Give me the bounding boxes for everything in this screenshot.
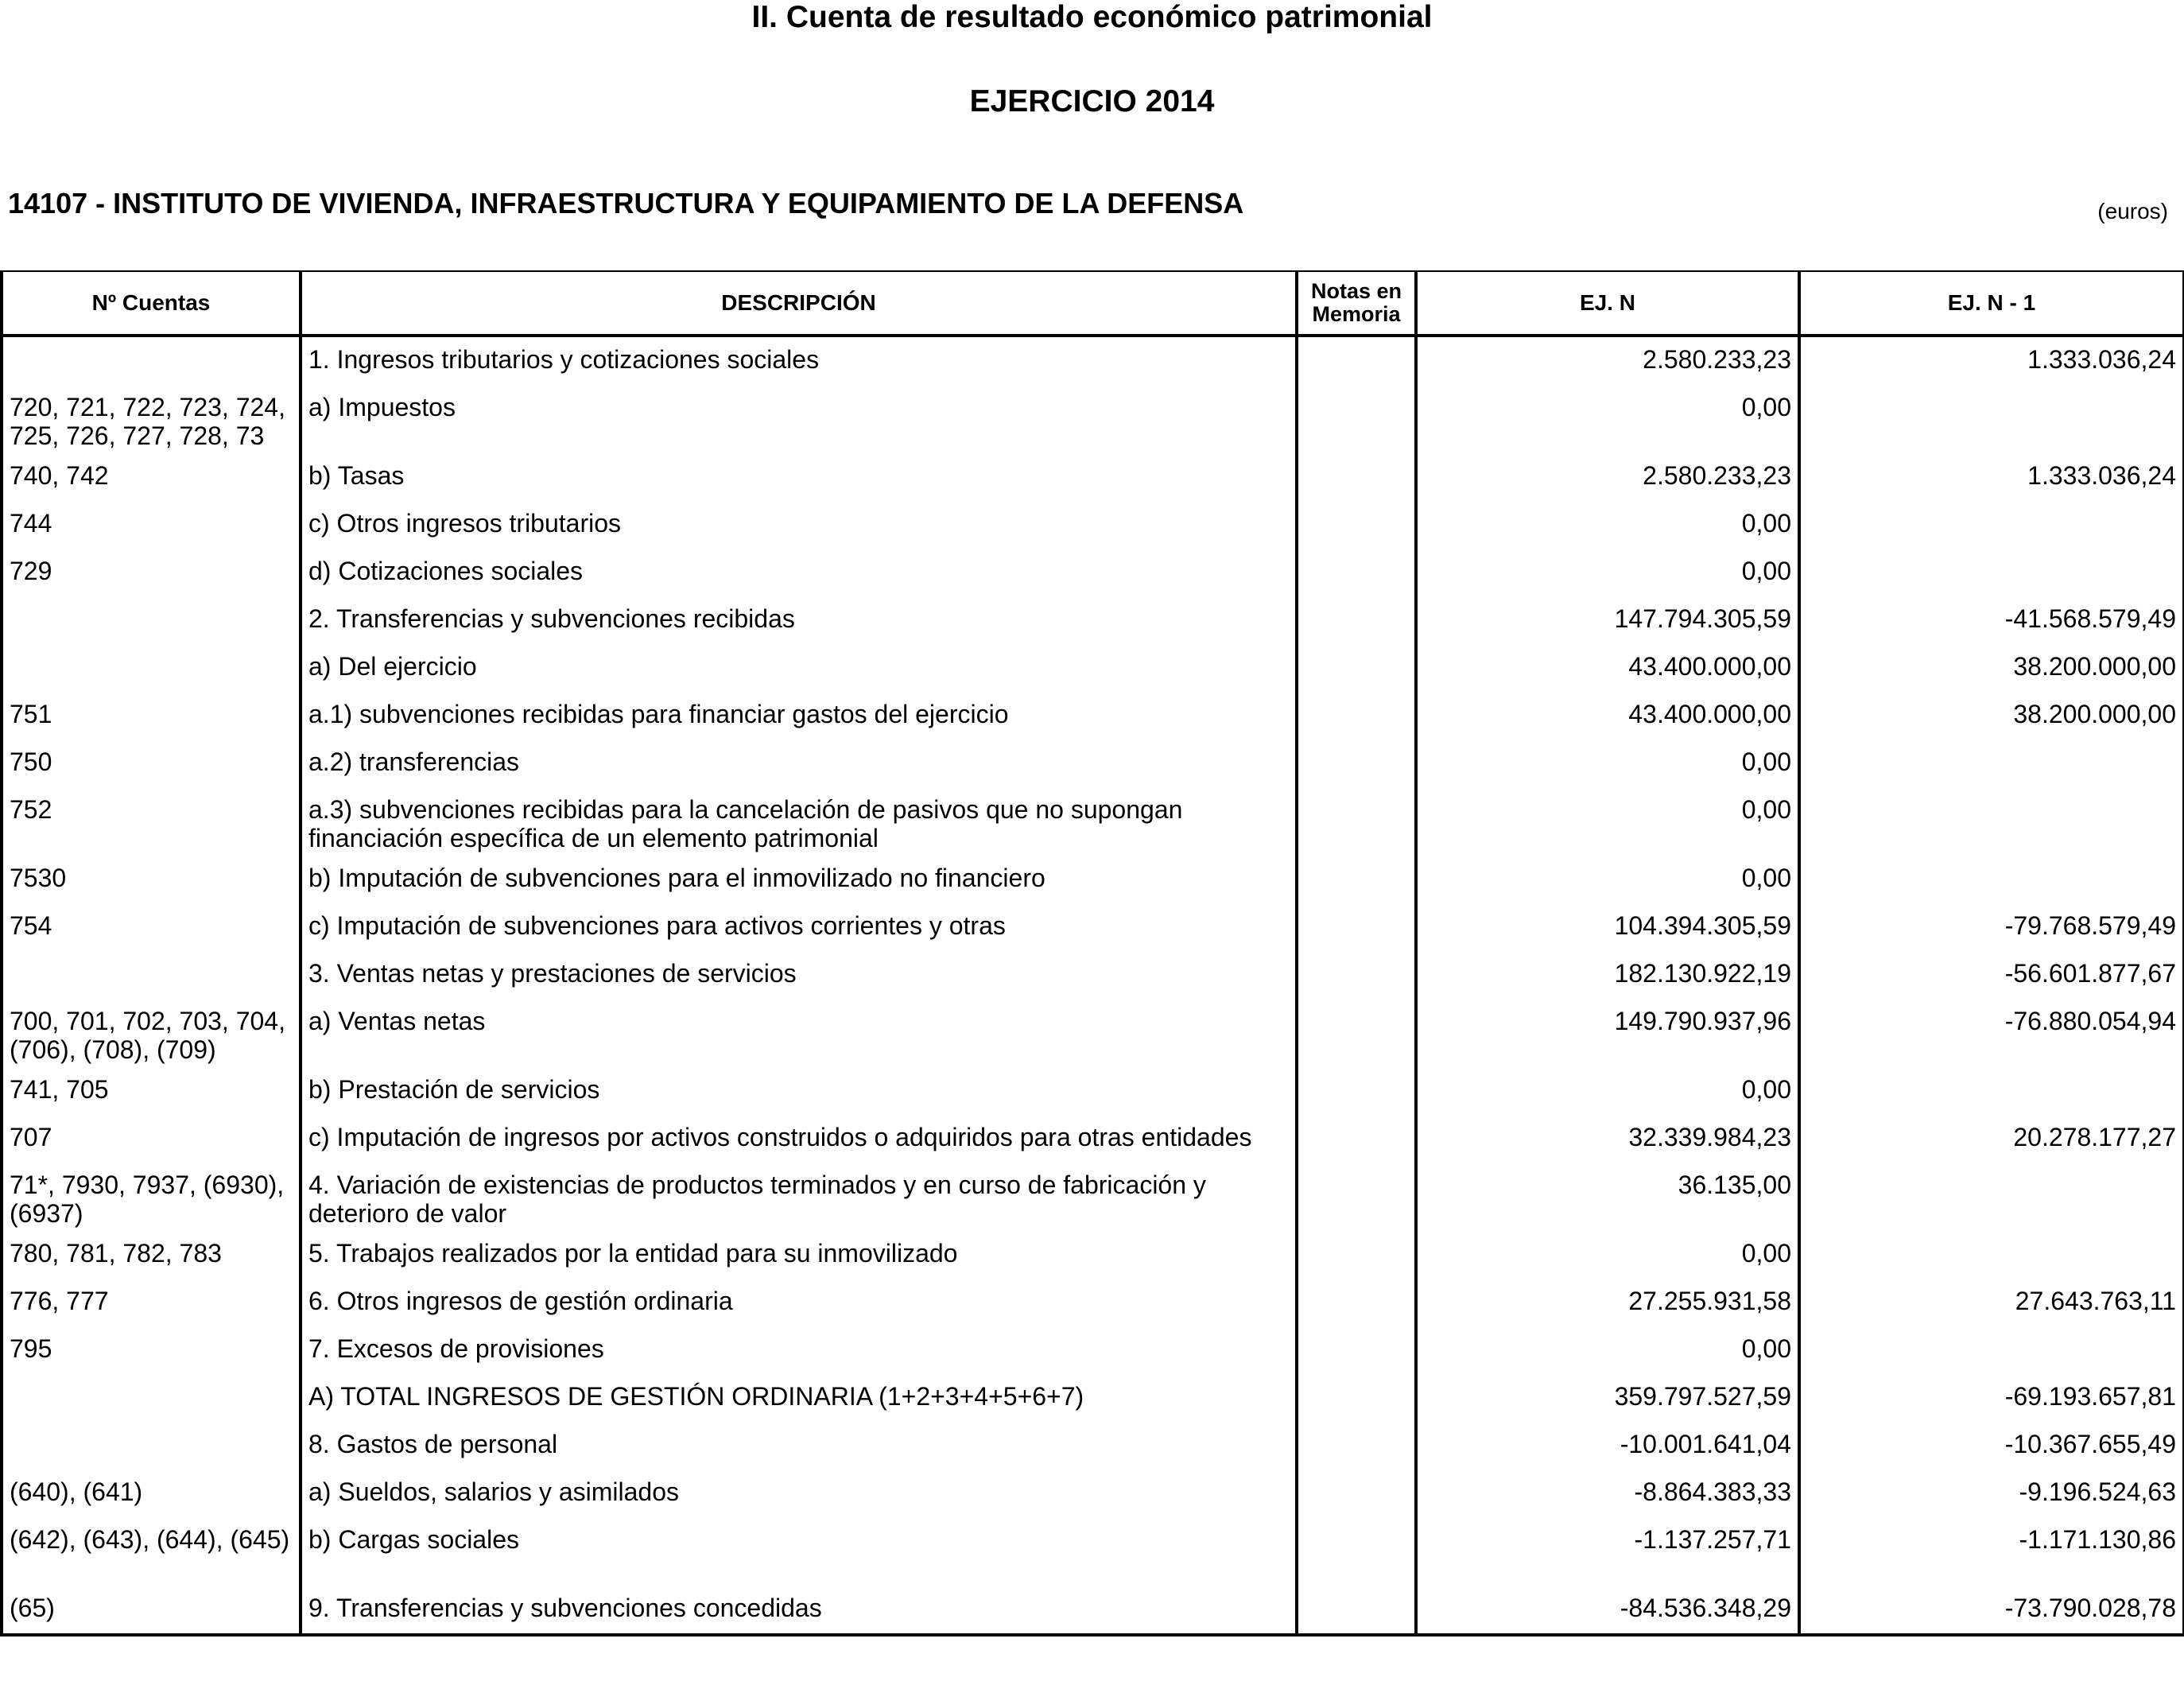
description-cell: A) TOTAL INGRESOS DE GESTIÓN ORDINARIA (1+2+3+4+5+6+7) (301, 1374, 1297, 1422)
previous-year-amount: -10.367.655,49 (1799, 1422, 2184, 1470)
document-title: II. Cuenta de resultado económico patrimonial (751, 0, 1433, 34)
account-codes-cell: 71*, 7930, 7937, (6930), (6937) (2, 1163, 301, 1231)
previous-year-amount: -76.880.054,94 (1799, 999, 2184, 1067)
previous-year-amount: 27.643.763,11 (1799, 1279, 2184, 1326)
description-cell: 1. Ingresos tributarios y cotizaciones sociales (301, 336, 1297, 385)
notes-cell (1297, 1115, 1416, 1163)
current-year-amount: 104.394.305,59 (1416, 903, 1799, 951)
account-codes-cell: 795 (2, 1326, 301, 1374)
previous-year-amount (1799, 1067, 2184, 1115)
description-cell: 5. Trabajos realizados por la entidad para su inmovilizado (301, 1231, 1297, 1279)
previous-year-amount: 20.278.177,27 (1799, 1115, 2184, 1163)
notes-cell (1297, 903, 1416, 951)
previous-year-amount: 38.200.000,00 (1799, 644, 2184, 692)
description-cell: b) Cargas sociales (301, 1517, 1297, 1586)
previous-year-amount (1799, 549, 2184, 596)
header-current-year: EJ. N (1416, 271, 1799, 336)
notes-cell (1297, 385, 1416, 453)
account-codes-cell: 751 (2, 692, 301, 740)
previous-year-amount: 1.333.036,24 (1799, 453, 2184, 501)
notes-cell (1297, 1422, 1416, 1470)
table-row (2, 903, 2184, 951)
previous-year-amount (1799, 1163, 2184, 1231)
account-codes-cell: 700, 701, 702, 703, 704, (706), (708), (709) (2, 999, 301, 1067)
current-year-amount: 149.790.937,96 (1416, 999, 1799, 1067)
table-row (2, 951, 2184, 999)
table-row (2, 453, 2184, 501)
notes-cell (1297, 549, 1416, 596)
current-year-amount: 0,00 (1416, 385, 1799, 453)
table-row (2, 1374, 2184, 1422)
current-year-amount: 0,00 (1416, 787, 1799, 856)
fiscal-year-title: EJERCICIO 2014 (969, 84, 1215, 118)
current-year-amount: 147.794.305,59 (1416, 596, 1799, 644)
current-year-amount: -8.864.383,33 (1416, 1470, 1799, 1517)
notes-cell (1297, 1470, 1416, 1517)
table-row (2, 787, 2184, 856)
notes-cell (1297, 1231, 1416, 1279)
account-codes-cell: 754 (2, 903, 301, 951)
table-row (2, 1470, 2184, 1517)
current-year-amount: 0,00 (1416, 501, 1799, 549)
current-year-amount: 36.135,00 (1416, 1163, 1799, 1231)
currency-units: (euros) (2097, 199, 2168, 223)
account-codes-cell: (65) (2, 1586, 301, 1635)
table-row (2, 596, 2184, 644)
account-codes-cell: 780, 781, 782, 783 (2, 1231, 301, 1279)
previous-year-amount: -9.196.524,63 (1799, 1470, 2184, 1517)
notes-cell (1297, 740, 1416, 787)
table-row (2, 1067, 2184, 1115)
table-row (2, 999, 2184, 1067)
current-year-amount: -1.137.257,71 (1416, 1517, 1799, 1586)
income-statement-table (0, 270, 2184, 1636)
previous-year-amount (1799, 787, 2184, 856)
description-cell: a.2) transferencias (301, 740, 1297, 787)
description-cell: c) Otros ingresos tributarios (301, 501, 1297, 549)
description-cell: c) Imputación de subvenciones para activos corrientes y otras (301, 903, 1297, 951)
header-accounts: Nº Cuentas (2, 271, 301, 336)
account-codes-cell: 7530 (2, 856, 301, 903)
account-codes-cell: 729 (2, 549, 301, 596)
account-codes-cell: 776, 777 (2, 1279, 301, 1326)
notes-cell (1297, 336, 1416, 385)
table-row (2, 856, 2184, 903)
account-codes-cell (2, 951, 301, 999)
table-row (2, 692, 2184, 740)
current-year-amount: 2.580.233,23 (1416, 453, 1799, 501)
table-row (2, 1279, 2184, 1326)
current-year-amount: 0,00 (1416, 740, 1799, 787)
notes-cell (1297, 1163, 1416, 1231)
header-notes: Notas en Memoria (1297, 271, 1416, 336)
table-row (2, 1586, 2184, 1635)
current-year-amount: -10.001.641,04 (1416, 1422, 1799, 1470)
account-codes-cell: 752 (2, 787, 301, 856)
current-year-amount: 2.580.233,23 (1416, 336, 1799, 385)
notes-cell (1297, 1586, 1416, 1635)
description-cell: a) Sueldos, salarios y asimilados (301, 1470, 1297, 1517)
notes-cell (1297, 1374, 1416, 1422)
previous-year-amount: -69.193.657,81 (1799, 1374, 2184, 1422)
notes-cell (1297, 856, 1416, 903)
description-cell: d) Cotizaciones sociales (301, 549, 1297, 596)
current-year-amount: 359.797.527,59 (1416, 1374, 1799, 1422)
notes-cell (1297, 692, 1416, 740)
description-cell: b) Imputación de subvenciones para el inmovilizado no financiero (301, 856, 1297, 903)
account-codes-cell: 707 (2, 1115, 301, 1163)
description-cell: 3. Ventas netas y prestaciones de servicios (301, 951, 1297, 999)
account-codes-cell (2, 1374, 301, 1422)
description-cell: 7. Excesos de provisiones (301, 1326, 1297, 1374)
current-year-amount: 0,00 (1416, 549, 1799, 596)
description-cell: a.1) subvenciones recibidas para financiar gastos del ejercicio (301, 692, 1297, 740)
current-year-amount: 27.255.931,58 (1416, 1279, 1799, 1326)
account-codes-cell: 750 (2, 740, 301, 787)
table-row (2, 1163, 2184, 1231)
current-year-amount: 32.339.984,23 (1416, 1115, 1799, 1163)
description-cell: 4. Variación de existencias de productos terminados y en curso de fabricación y deterioro de valor (301, 1163, 1297, 1231)
current-year-amount: -84.536.348,29 (1416, 1586, 1799, 1635)
account-codes-cell: 720, 721, 722, 723, 724, 725, 726, 727, 728, 73 (2, 385, 301, 453)
header-previous-year: EJ. N - 1 (1799, 271, 2184, 336)
notes-cell (1297, 1326, 1416, 1374)
entity-heading: 14107 - INSTITUTO DE VIVIENDA, INFRAESTRUCTURA Y EQUIPAMIENTO DE LA DEFENSA (8, 187, 1244, 219)
table-row (2, 1231, 2184, 1279)
account-codes-cell (2, 336, 301, 385)
table-body (2, 336, 2184, 1635)
description-cell: a) Ventas netas (301, 999, 1297, 1067)
account-codes-cell (2, 644, 301, 692)
table-row (2, 1517, 2184, 1586)
table-header-row (2, 271, 2184, 336)
previous-year-amount (1799, 740, 2184, 787)
table-row (2, 1422, 2184, 1470)
previous-year-amount: -41.568.579,49 (1799, 596, 2184, 644)
previous-year-amount: -56.601.877,67 (1799, 951, 2184, 999)
table-row (2, 644, 2184, 692)
notes-cell (1297, 453, 1416, 501)
table-row (2, 385, 2184, 453)
table-row (2, 740, 2184, 787)
account-codes-cell: 740, 742 (2, 453, 301, 501)
description-cell: 9. Transferencias y subvenciones concedidas (301, 1586, 1297, 1635)
current-year-amount: 0,00 (1416, 1231, 1799, 1279)
account-codes-cell: (640), (641) (2, 1470, 301, 1517)
notes-cell (1297, 596, 1416, 644)
table-row (2, 336, 2184, 385)
previous-year-amount (1799, 385, 2184, 453)
notes-cell (1297, 999, 1416, 1067)
table-row (2, 549, 2184, 596)
account-codes-cell (2, 1422, 301, 1470)
notes-cell (1297, 644, 1416, 692)
previous-year-amount (1799, 1326, 2184, 1374)
description-cell: 8. Gastos de personal (301, 1422, 1297, 1470)
previous-year-amount: 1.333.036,24 (1799, 336, 2184, 385)
table-row (2, 1115, 2184, 1163)
previous-year-amount: -73.790.028,78 (1799, 1586, 2184, 1635)
notes-cell (1297, 501, 1416, 549)
account-codes-cell (2, 596, 301, 644)
description-cell: a.3) subvenciones recibidas para la cancelación de pasivos que no supongan financiación específica de un elemento patrimonial (301, 787, 1297, 856)
previous-year-amount (1799, 1231, 2184, 1279)
previous-year-amount (1799, 856, 2184, 903)
current-year-amount: 43.400.000,00 (1416, 644, 1799, 692)
notes-cell (1297, 951, 1416, 999)
description-cell: 6. Otros ingresos de gestión ordinaria (301, 1279, 1297, 1326)
current-year-amount: 0,00 (1416, 1326, 1799, 1374)
description-cell: b) Prestación de servicios (301, 1067, 1297, 1115)
current-year-amount: 0,00 (1416, 856, 1799, 903)
previous-year-amount: -79.768.579,49 (1799, 903, 2184, 951)
account-codes-cell: (642), (643), (644), (645) (2, 1517, 301, 1586)
previous-year-amount: 38.200.000,00 (1799, 692, 2184, 740)
previous-year-amount: -1.171.130,86 (1799, 1517, 2184, 1586)
notes-cell (1297, 1279, 1416, 1326)
notes-cell (1297, 1517, 1416, 1586)
description-cell: c) Imputación de ingresos por activos construidos o adquiridos para otras entidades (301, 1115, 1297, 1163)
current-year-amount: 182.130.922,19 (1416, 951, 1799, 999)
description-cell: a) Impuestos (301, 385, 1297, 453)
account-codes-cell: 741, 705 (2, 1067, 301, 1115)
table-row (2, 501, 2184, 549)
header-description: DESCRIPCIÓN (301, 271, 1297, 336)
current-year-amount: 43.400.000,00 (1416, 692, 1799, 740)
description-cell: b) Tasas (301, 453, 1297, 501)
account-codes-cell: 744 (2, 501, 301, 549)
current-year-amount: 0,00 (1416, 1067, 1799, 1115)
description-cell: 2. Transferencias y subvenciones recibidas (301, 596, 1297, 644)
table-row (2, 1326, 2184, 1374)
notes-cell (1297, 1067, 1416, 1115)
description-cell: a) Del ejercicio (301, 644, 1297, 692)
previous-year-amount (1799, 501, 2184, 549)
notes-cell (1297, 787, 1416, 856)
